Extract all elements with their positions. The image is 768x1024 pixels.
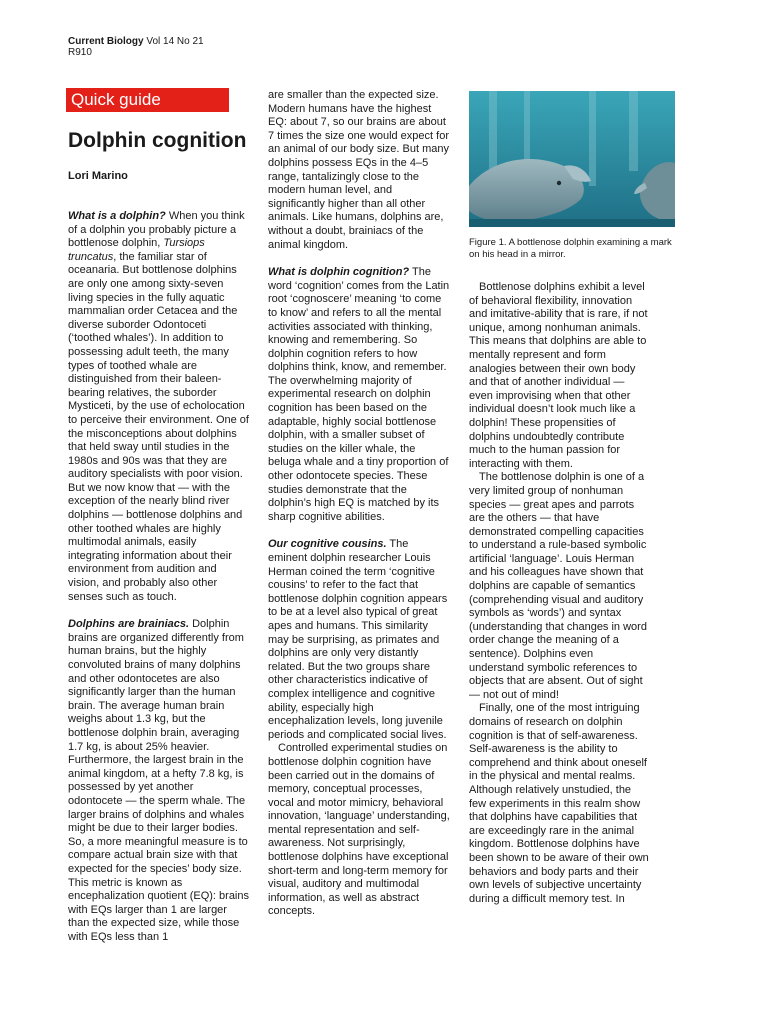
article-author: Lori Marino [68,170,128,182]
text-column-3 [469,281,651,906]
paragraph [68,210,250,604]
article-title: Dolphin cognition [68,129,247,152]
paragraph: The bottlenose dolphin is one of a very limited group of nonhuman species — great apes and parrots are the others — that have demonstrated compelling capacities to understand a rule-based symbolic artificial ‘language’. Louis Herman and his colleagues have shown that dolphins are capable of semantics (comprehending visual and auditory symbols as ‘words’) and syntax (understanding that changes in word order change the meaning of a sentence). Dolphins even understand symbolic references to objects that are absent. Out of sight — not out of mind! [469,471,647,701]
paragraph: are smaller than the expected size. Modern humans have the highest EQ: about 7, so our brains are about 7 times the size one would expect for an animal of our body size. But many dolphins possess EQs in the 4–5 range, tantalizingly close to the modern human level, and significantly higher than all other animals. Like humans, dolphins are, without a doubt, brainiacs of the animal kingdom. [268,89,449,251]
paragraph-lead: What is dolphin cognition? [268,266,410,279]
paragraph-text: Dolphin brains are organized differently from human brains, but the highly convoluted brains of many dolphins and other odontocetes are also significantly larger than the human brain. The average human brain weighs about 1.3 kg, but the bottlenose dolphin brain, averaging 1.7 kg, is about 25% heavier. Furthermore, the largest brain in the animal kingdom, at a hefty 7.8 kg, is possessed by yet another odontocete — the sperm whale. The larger brains of dolphins and whales might be due to their larger bodies. So, a more meaningful measure is to compare actual brain size with that expected for the species’ body size. This metric is known as encephalization quotient (EQ): brains with EQs larger than 1 are larger than the expected size, while those with EQs less than 1 [68,618,249,943]
page-number: R910 [68,47,92,58]
journal-name: Current Biology [68,36,144,47]
paragraph: Bottlenose dolphins exhibit a level of behavioral flexibility, innovation and imitative-ability that is rare, if not unique, among nonhuman animals. This means that dolphins are able to mentally represent and form analogies between their own body and that of another individual — even improvising when that other individual doesn’t look much like a dolphin! These propensities of dolphins undoubtedly contribute much to the human passion for interacting with them. [469,281,648,470]
text-column-1 [68,210,250,944]
paragraph-lead: Our cognitive cousins. [268,538,387,551]
text-column-2 [268,89,450,919]
paragraph [268,538,450,742]
paragraph [68,618,250,944]
species-name: Tursiops truncatus [68,237,205,263]
journal-issue: Vol 14 No 21 [146,36,204,47]
paragraph-lead: What is a dolphin? [68,210,166,222]
journal-line [68,36,204,47]
figure-caption: Figure 1. A bottlenose dolphin examining a mark on his head in a mirror. [469,237,672,260]
paragraph: Controlled experimental studies on bottlenose dolphin cognition have been carried out in the domains of memory, conceptual processes, vocal and motor mimicry, behavioral innovation, ‘language’ understanding, mental representation and self-awareness. Not surprisingly, bottlenose dolphins have exceptional short-term and long-term memory for visual, auditory and multimodal information, as well as abstract concepts. [268,742,450,918]
paragraph-text: , the familiar star of oceanaria. But bottlenose dolphins are only one among sixty-seven living species in the fully aquatic mammalian order Cetacea and the diverse suborder Odontoceti (‘toothed whales’). In addition to possessing adult teeth, the many types of toothed whale are distinguished from their baleen-bearing relatives, the suborder Mysticeti, by the use of echolocation to perceive their environment. One of the misconceptions about dolphins that held sway until studies in the 1980s and 90s was that they are auditory specialists with poor vision. But we now know that — with the exception of the nearly blind river dolphins — bottlenose dolphins and other toothed whales are highly multimodal animals, easily integrating information about their environment from audition and vision, and probably also other senses such as touch. [68,250,249,603]
paragraph-text: When you think of a dolphin you probably picture a bottlenose dolphin, [68,210,245,250]
paragraph [268,266,450,524]
journal-header [68,36,204,58]
paragraph-text: The word ‘cognition’ comes from the Latin root ‘cognoscere’ meaning ‘to come to know’ and refers to all the mental activities associated with thinking, knowing and remembering. So dolphin cognition refers to how dolphins think, know, and remember. The overwhelming majority of experimental research on dolphin cognition has been based on the adaptable, highly social bottlenose dolphin, with a smaller subset of studies on the killer whale, the beluga whale and a tiny proportion of other odontocete species. These studies demonstrate that the dolphin’s high EQ is matched by its sharp cognitive abilities. [268,266,450,523]
dolphin-photo-illustration [469,91,675,227]
section-tag: Quick guide [66,88,229,112]
paragraph-text: The eminent dolphin researcher Louis Herman coined the term ‘cognitive cousins’ to refer to the fact that bottlenose dolphin cognition appears to be at a level also typical of great apes and humans. This similarity may be surprising, as primates and dolphins are only very distantly related. But the two groups share other characteristics indicative of complex intelligence and cognitive ability, especially high encephalization levels, long juvenile periods and complicated social lives. [268,538,448,741]
paragraph-lead: Dolphins are brainiacs. [68,618,190,631]
paragraph: Finally, one of the most intriguing domains of research on dolphin cognition is that of self-awareness. Self-awareness is the ability to comprehend and think about oneself in the physical and mental realms. Although relatively unstudied, the few experiments in this realm show that dolphins have capabilities that are exceedingly rare in the animal kingdom. Bottlenose dolphins have been shown to be aware of their own behaviors and body parts and their own levels of subjective uncertainty during a difficult memory test. In [469,702,649,905]
dolphin-photo [469,91,675,227]
